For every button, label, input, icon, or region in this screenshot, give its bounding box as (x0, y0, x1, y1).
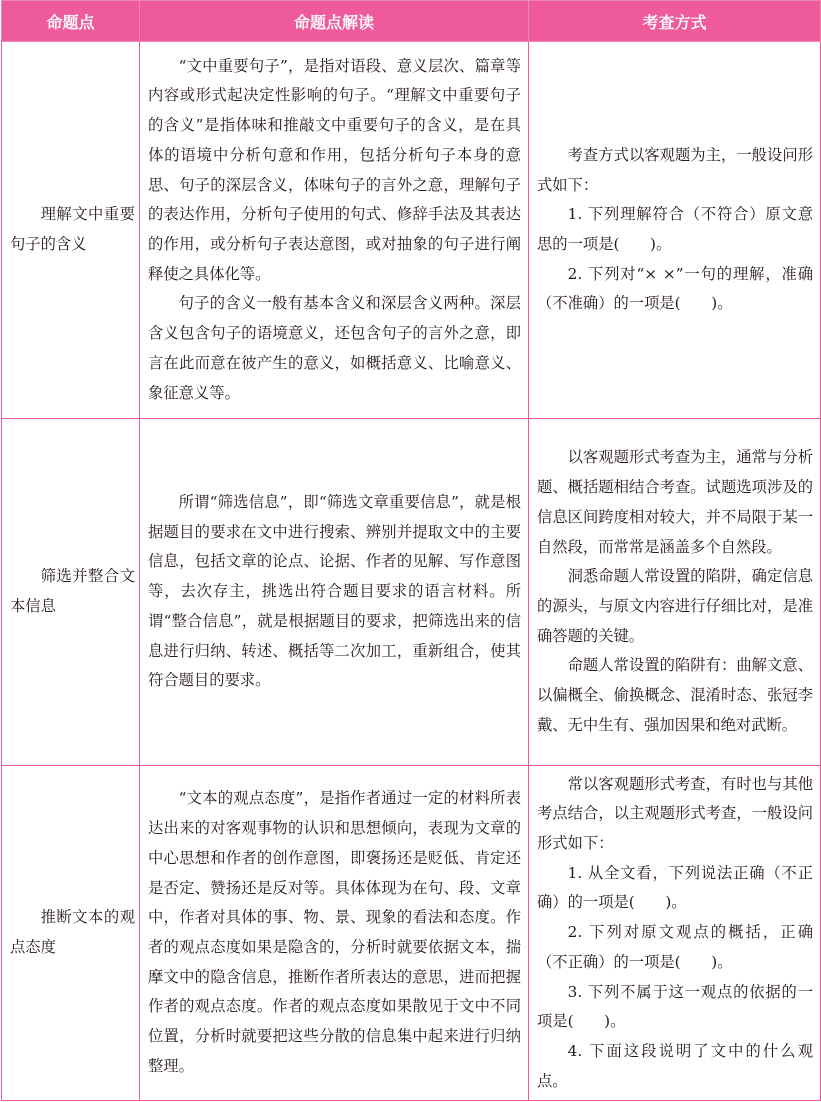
method-paragraph: 1. 下列理解符合（不符合）原文意思的一项是( )。 (537, 205, 813, 253)
method-cell (529, 766, 821, 1101)
method-paragraph: 4. 下面这段说明了文中的什么观点。 (537, 1041, 813, 1090)
table-row (2, 42, 821, 419)
method-cell (529, 42, 821, 419)
method-paragraph: 2. 下列对原文观点的概括，正确（不正确）的一项是( )。 (537, 923, 813, 971)
method-paragraph: 命题人常设置的陷阱有：曲解文意、以偏概全、偷换概念、混淆时态、张冠李戴、无中生有、强加因果和绝对武断。 (537, 656, 813, 734)
table-row (2, 419, 821, 766)
method-paragraph: 以客观题形式考查为主，通常与分析题、概括题相结合考查。试题选项涉及的信息区间跨度相对较大，并不局限于某一自然段，而常常是涵盖多个自然段。 (537, 448, 813, 556)
interpretation-cell (140, 766, 529, 1101)
header-interpretation: 命题点解读 (140, 1, 529, 42)
exam-point-cell (2, 42, 140, 419)
table-header-row (2, 1, 821, 42)
interpretation-cell (140, 42, 529, 419)
exam-point-name: 理解文中重要句子的含义 (10, 205, 135, 253)
method-paragraph: 常以客观题形式考查，有时也与其他考点结合，以主观题形式考查，一般设问形式如下： (537, 774, 813, 853)
exam-point-cell (2, 419, 140, 766)
method-paragraph: 2. 下列对“× ×”一句的理解，准确（不准确）的一项是( )。 (537, 264, 813, 313)
table-row (2, 766, 821, 1101)
exam-points-table (1, 0, 821, 1101)
header-assessment-method: 考查方式 (529, 1, 821, 42)
exam-point-cell (2, 766, 140, 1101)
method-paragraph: 考查方式以客观题为主，一般设问形式如下： (537, 145, 813, 194)
method-paragraph: 3. 下列不属于这一观点的依据的一项是( )。 (537, 982, 813, 1031)
interpretation-paragraph: “文本的观点态度”，是指作者通过一定的材料所表达出来的对客观事物的认识和思想倾向，表现为文章的中心思想和作者的创作意图，即褒扬还是贬低、肯定还是否定、赞扬还是反对等。具体体现为在句、段、文章中，作者对具体的事、物、景、现象的看法和态度。作者的观点态度如果是隐含的，分析时就要依据文本，揣摩文中的隐含信息，推断作者所表达的意思，进而把握作者的观点态度。作者的观点态度如果散见于文中不同位置，分析时就要把这些分散的信息集中起来进行归纳整理。 (148, 789, 521, 1075)
exam-point-name: 推断文本的观点态度 (10, 908, 135, 956)
interpretation-paragraph: 句子的含义一般有基本含义和深层含义两种。深层含义包含句子的语境意义，还包含句子的言外之意，即言在此而意在彼产生的意义，如概括意义、比喻意义、象征意义等。 (148, 294, 521, 402)
exam-point-name: 筛选并整合文本信息 (10, 567, 135, 615)
interpretation-cell (140, 419, 529, 766)
method-paragraph: 1. 从全文看，下列说法正确（不正确）的一项是( )。 (537, 863, 813, 912)
header-exam-point: 命题点 (2, 1, 140, 42)
interpretation-paragraph: “文中重要句子”，是指对语段、意义层次、篇章等内容或形式起决定性影响的句子。“理解文中重要句子的含义”是指体味和推敲文中重要句子的含义，是在具体的语境中分析句意和作用，包括分析句子本身的意思、句子的深层含义，体味句子的言外之意，理解句子的表达作用，分析句子使用的句式、修辞手法及其表达的作用，或分析句子表达意图，或对抽象的句子进行阐释使之具体化等。 (148, 56, 521, 283)
method-paragraph: 洞悉命题人常设置的陷阱，确定信息的源头，与原文内容进行仔细比对，是准确答题的关键。 (537, 567, 813, 645)
method-cell (529, 419, 821, 766)
interpretation-paragraph: 所谓“筛选信息”，即“筛选文章重要信息”，就是根据题目的要求在文中进行搜索、辨别并提取文中的主要信息，包括文章的论点、论据、作者的见解、写作意图等，去次存主，挑选出符合题目要求的语言材料。所谓“整合信息”，就是根据题目的要求，把筛选出来的信息进行归纳、转述、概括等二次加工，重新组合，使其符合题目的要求。 (148, 493, 521, 690)
